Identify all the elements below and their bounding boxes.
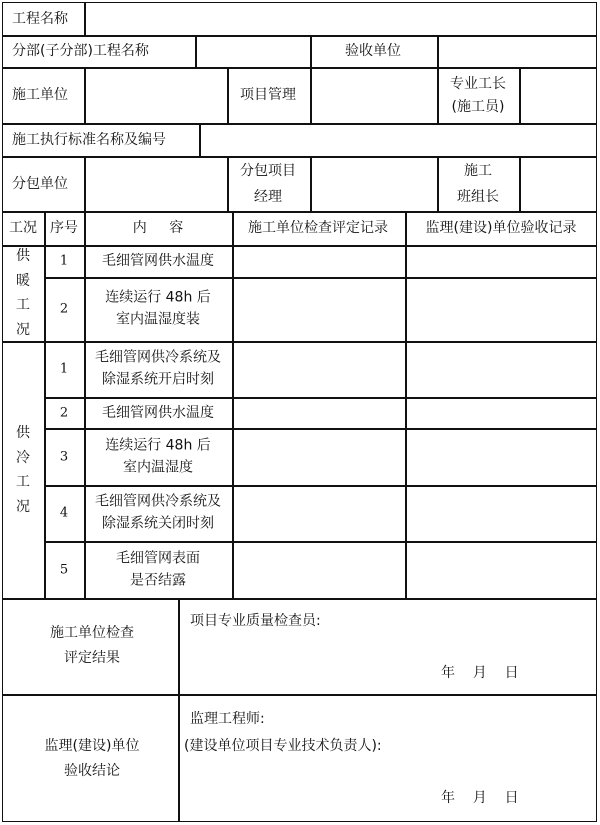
heating-label-char: 工: [16, 297, 30, 313]
supervision-engineer-label: 监理工程师:: [190, 711, 265, 727]
rule: [227, 67, 229, 123]
column-supervision-record: 监理(建设)单位验收记录: [425, 220, 577, 236]
rule: [84, 67, 86, 123]
rule: [2, 211, 597, 213]
foreman-label-line2: (施工员): [451, 99, 505, 115]
rule: [2, 245, 597, 247]
column-seq: 序号: [50, 220, 78, 236]
row-content-line: 毛细管网供冷系统及: [95, 493, 221, 510]
row-content-line: 是否结露: [130, 572, 186, 588]
form-border: [2, 2, 597, 822]
rule: [44, 485, 597, 487]
subcontractor-label: 分包单位: [12, 176, 68, 192]
cooling-label-char: 供: [16, 425, 30, 441]
rule: [2, 341, 597, 343]
row-content-line: 室内温湿度: [123, 459, 193, 475]
construction-result-label-line: 施工单位检查: [50, 624, 134, 641]
rule: [232, 211, 234, 598]
supervision-result-label-line: 验收结论: [64, 763, 120, 779]
supervision-result-date: 年 月 日: [441, 790, 519, 806]
rule: [519, 67, 521, 123]
rule: [310, 67, 312, 123]
project-manager-label: 项目管理: [240, 87, 296, 103]
sub-pm-label-line2: 经理: [254, 189, 282, 205]
row-content-line: 毛细管网供冷系统及: [95, 349, 221, 366]
rule: [199, 123, 201, 156]
row-content: [95, 347, 221, 390]
row-seq: 2: [59, 301, 69, 317]
rule: [2, 598, 597, 600]
row-content: [105, 287, 211, 330]
row-content-line: 毛细管网表面: [116, 550, 200, 567]
rule: [437, 156, 439, 211]
rule: [519, 156, 521, 211]
row-content: 毛细管网供水温度: [102, 405, 214, 421]
rule: [84, 211, 86, 598]
row-content-line: 除湿系统开启时刻: [102, 371, 214, 387]
cooling-condition-label: [16, 421, 30, 519]
rule: [84, 156, 86, 211]
construction-result-label: [50, 621, 134, 671]
rule: [44, 541, 597, 543]
row-content-line: 连续运行 48h 后: [105, 437, 211, 454]
row-seq: 1: [59, 253, 69, 269]
row-content-line: 除湿系统关闭时刻: [102, 515, 214, 531]
rule: [310, 156, 312, 211]
row-content-line: 室内温湿度装: [116, 311, 200, 327]
rule: [2, 123, 597, 125]
row-seq: 2: [59, 405, 69, 421]
cooling-label-char: 况: [16, 498, 30, 515]
quality-inspector-label: 项目专业质量检查员:: [190, 613, 321, 629]
row-content: [105, 435, 211, 478]
rule: [44, 211, 46, 598]
row-content: 毛细管网供水温度: [102, 253, 214, 269]
sub-project-label: 分部(子分部)工程名称: [12, 43, 149, 59]
row-content-line: 连续运行 48h 后: [105, 289, 211, 306]
team-leader-label-line1: 施工: [464, 163, 492, 179]
foreman-label-line1: 专业工长: [450, 76, 506, 92]
rule: [2, 156, 597, 158]
row-content: [116, 548, 200, 591]
owner-representative-label: (建设单位项目专业技术负责人):: [184, 738, 382, 754]
row-seq: 3: [59, 449, 69, 465]
heating-label-char: 况: [16, 321, 30, 338]
supervision-result-label: [45, 734, 140, 784]
rule: [84, 2, 86, 35]
acceptance-unit-label: 验收单位: [345, 43, 401, 59]
rule: [227, 156, 229, 211]
rule: [44, 428, 597, 430]
sub-pm-label-line1: 分包项目: [240, 163, 296, 179]
supervision-result-label-line: 监理(建设)单位: [44, 737, 140, 754]
rule: [437, 67, 439, 123]
project-name-label: 工程名称: [12, 11, 68, 27]
construction-unit-label: 施工单位: [12, 87, 68, 103]
team-leader-label-line2: 班组长: [457, 189, 499, 205]
rule: [310, 35, 312, 67]
heating-condition-label: [16, 244, 30, 342]
cooling-label-char: 工: [16, 474, 30, 490]
heating-label-char: 供: [16, 248, 30, 264]
rule: [44, 397, 597, 399]
rule: [2, 35, 597, 37]
construction-result-date: 年 月 日: [441, 665, 519, 681]
row-seq: 5: [59, 562, 69, 578]
column-construction-record: 施工单位检查评定记录: [248, 220, 388, 236]
rule: [44, 277, 597, 279]
rule: [178, 598, 180, 822]
column-condition: 工况: [9, 220, 37, 236]
rule: [2, 694, 597, 696]
rule: [405, 211, 407, 598]
rule: [195, 35, 197, 67]
standard-label: 施工执行标准名称及编号: [12, 132, 166, 148]
row-seq: 1: [59, 361, 69, 377]
column-content: 内 容: [132, 220, 184, 236]
row-seq: 4: [59, 505, 69, 521]
cooling-label-char: 冷: [16, 449, 30, 466]
rule: [2, 67, 597, 69]
construction-result-label-line: 评定结果: [64, 650, 120, 666]
row-content: [95, 491, 221, 534]
rule: [437, 35, 439, 67]
heating-label-char: 暖: [16, 272, 30, 289]
